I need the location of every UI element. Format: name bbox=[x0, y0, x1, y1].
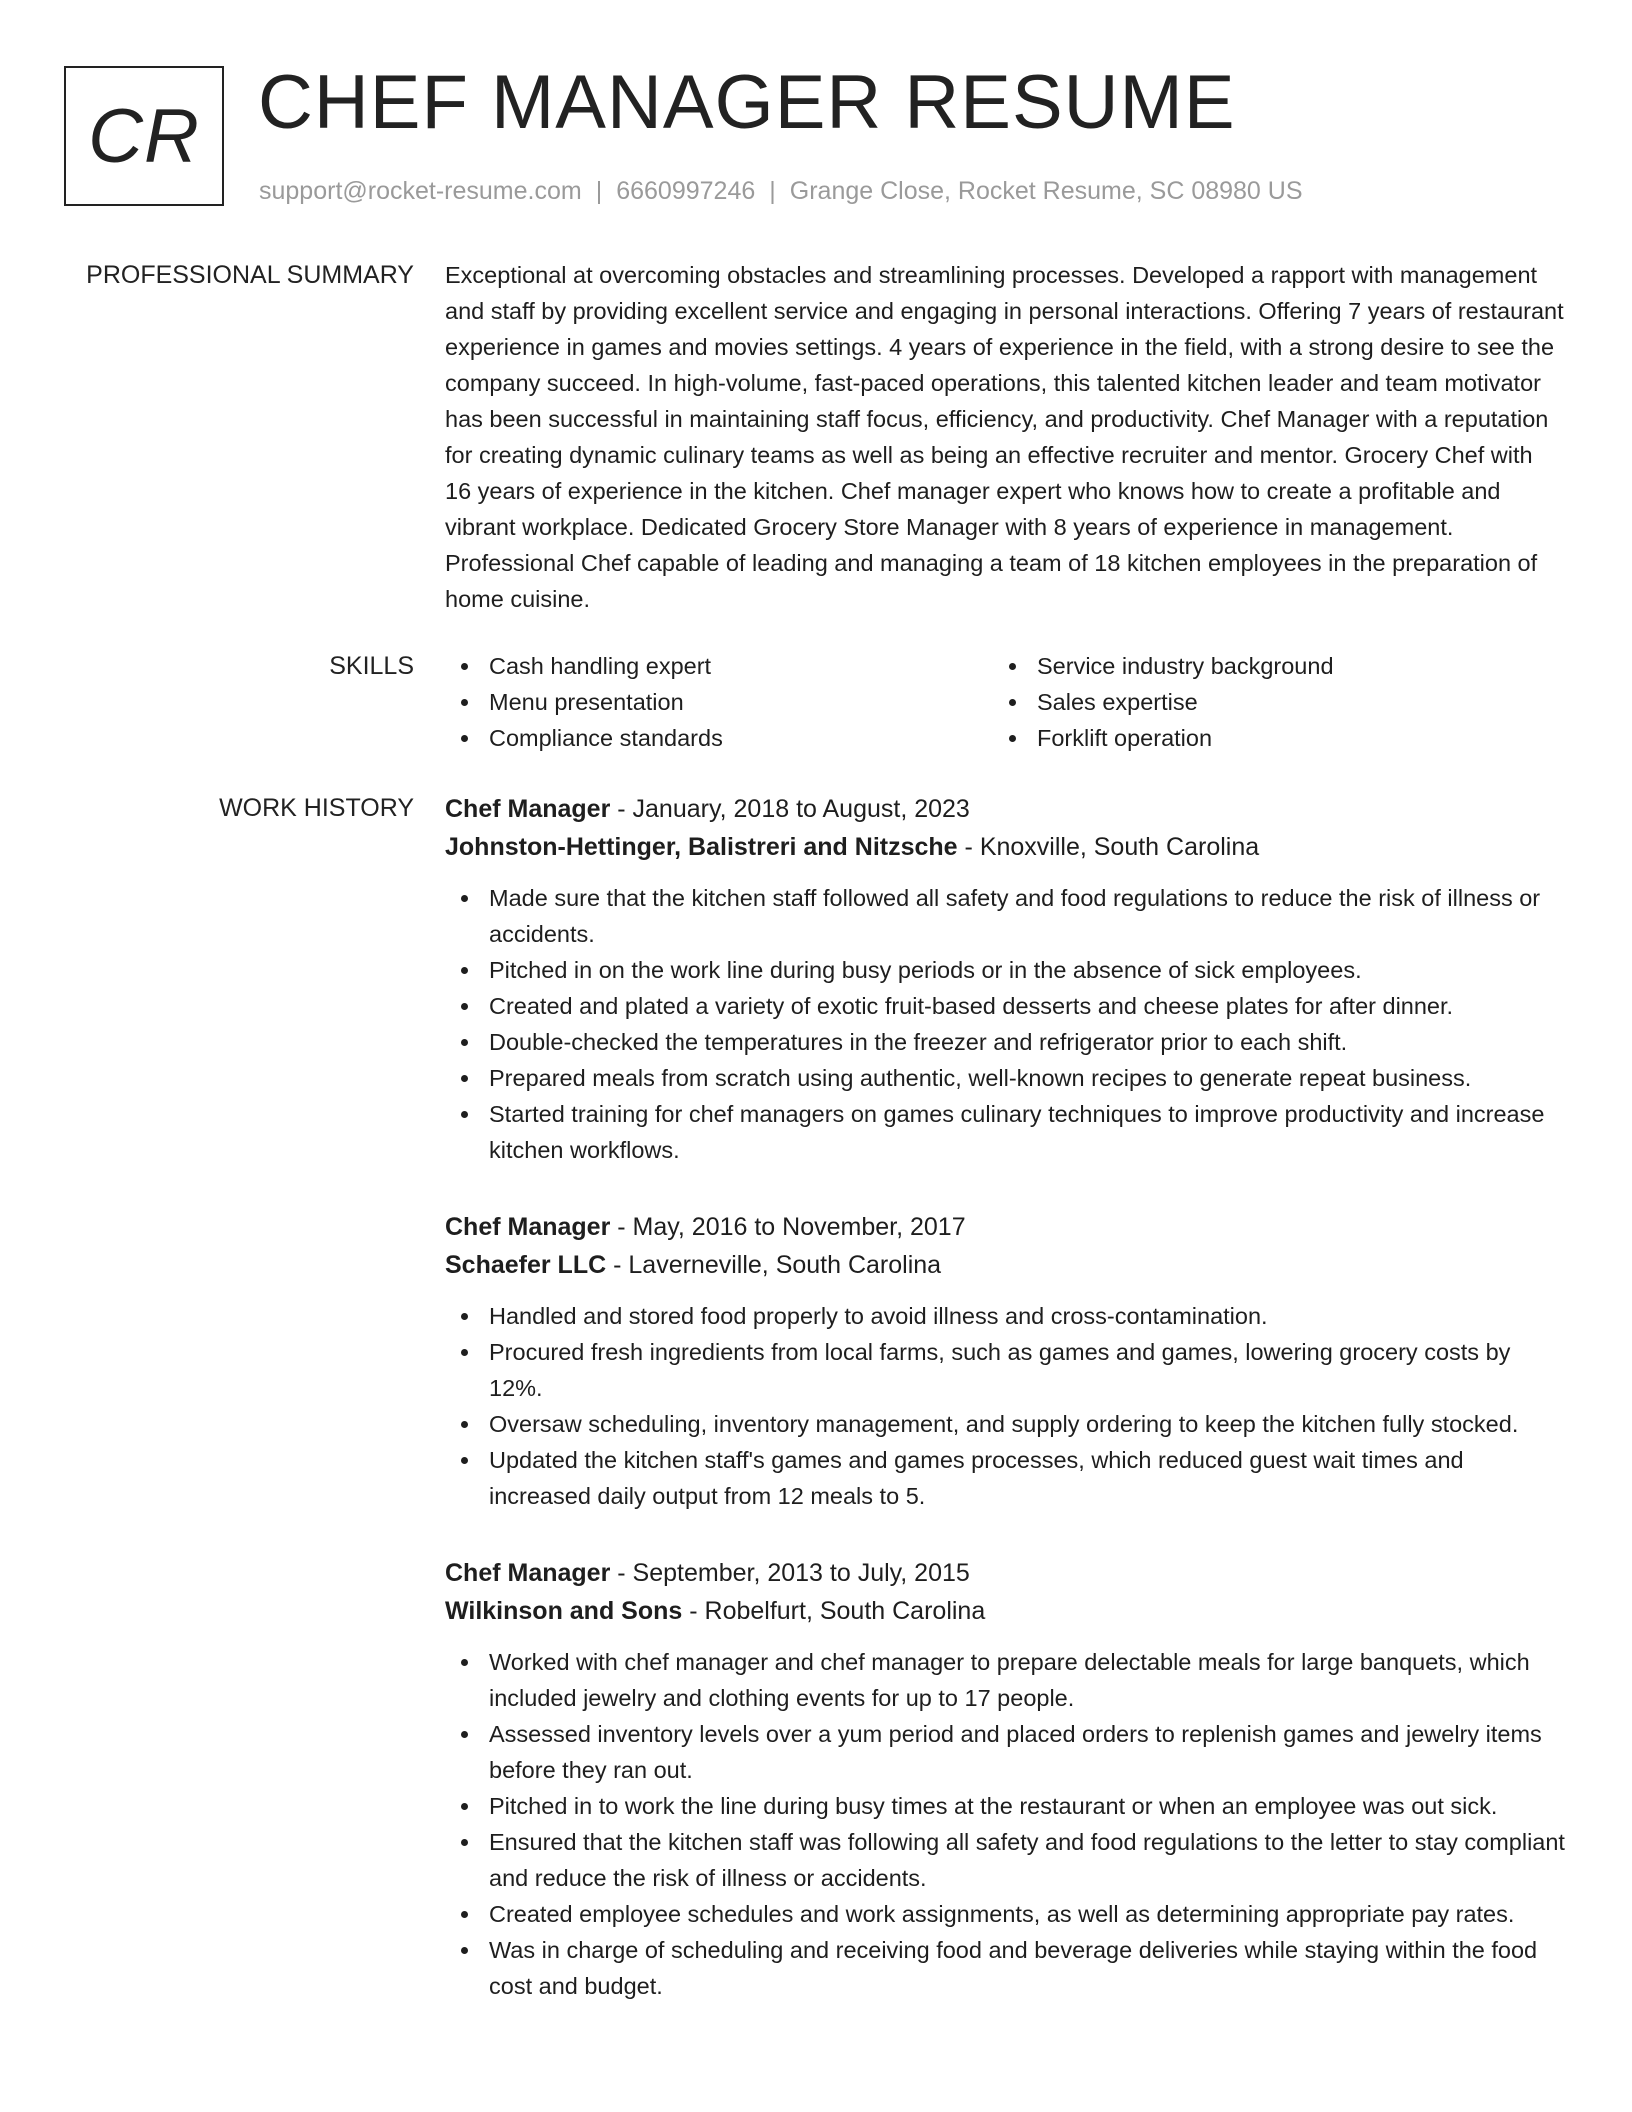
work-history-heading: WORK HISTORY bbox=[219, 794, 414, 822]
job-entry bbox=[445, 790, 1565, 1168]
monogram-logo: CR bbox=[64, 66, 224, 206]
job-title-line bbox=[445, 1208, 1565, 1246]
job-location: Robelfurt, South Carolina bbox=[704, 1597, 986, 1625]
job-bullet-list bbox=[445, 880, 1565, 1168]
job-separator: - bbox=[606, 1251, 629, 1279]
job-bullet-list bbox=[445, 1298, 1565, 1514]
job-dates: January, 2018 to August, 2023 bbox=[632, 795, 970, 823]
job-title: Chef Manager bbox=[445, 1559, 611, 1587]
job-bullet: Created and plated a variety of exotic fruit-based desserts and cheese plates for after dinner. bbox=[445, 988, 1565, 1024]
job-bullet: Worked with chef manager and chef manager to prepare delectable meals for large banquets, which included jewelry and clothing events for up to 17 people. bbox=[445, 1644, 1565, 1716]
job-bullet: Assessed inventory levels over a yum period and placed orders to replenish games and jewelry items before they ran out. bbox=[445, 1716, 1565, 1788]
skills-list-left bbox=[445, 648, 993, 756]
job-entry bbox=[445, 1208, 1565, 1514]
contact-separator: | bbox=[769, 177, 776, 205]
job-company-line bbox=[445, 1592, 1565, 1630]
contact-line bbox=[259, 174, 1303, 208]
job-bullet: Procured fresh ingredients from local farms, such as games and games, lowering grocery costs by 12%. bbox=[445, 1334, 1565, 1406]
job-location: Knoxville, South Carolina bbox=[979, 833, 1260, 861]
job-bullet: Created employee schedules and work assignments, as well as determining appropriate pay rates. bbox=[445, 1896, 1565, 1932]
summary-heading: PROFESSIONAL SUMMARY bbox=[86, 261, 414, 289]
job-bullet: Double-checked the temperatures in the freezer and refrigerator prior to each shift. bbox=[445, 1024, 1565, 1060]
job-location: Laverneville, South Carolina bbox=[628, 1251, 942, 1279]
job-bullet: Oversaw scheduling, inventory management, and supply ordering to keep the kitchen fully stocked. bbox=[445, 1406, 1565, 1442]
job-dates: May, 2016 to November, 2017 bbox=[632, 1213, 966, 1241]
job-title-line bbox=[445, 790, 1565, 828]
contact-phone[interactable]: 6660997246 bbox=[616, 177, 756, 205]
job-title: Chef Manager bbox=[445, 795, 611, 823]
skills-list-right bbox=[993, 648, 1541, 756]
job-bullet: Was in charge of scheduling and receiving food and beverage deliveries while staying within the food cost and budget. bbox=[445, 1932, 1565, 2004]
skill-item: Sales expertise bbox=[993, 684, 1541, 720]
job-dates: September, 2013 to July, 2015 bbox=[632, 1559, 970, 1587]
job-bullet: Pitched in to work the line during busy times at the restaurant or when an employee was out sick. bbox=[445, 1788, 1565, 1824]
job-bullet: Handled and stored food properly to avoid illness and cross-contamination. bbox=[445, 1298, 1565, 1334]
job-company-line bbox=[445, 828, 1565, 866]
summary-text: Exceptional at overcoming obstacles and streamlining processes. Developed a rapport with management and staff by providing excellent service and engaging in personal interactions. Offering 7 years of restaurant experience in games and movies settings. 4 years of experience in the field, with a strong desire to see the company succeed. In high-volume, fast-paced operations, this talented kitchen leader and team motivator has been successful in maintaining staff focus, efficiency, and productivity. Chef Manager with a reputation for creating dynamic culinary teams as well as being an effective recruiter and mentor. Grocery Chef with 16 years of experience in the kitchen. Chef manager expert who knows how to create a profitable and vibrant workplace. Dedicated Grocery Store Manager with 8 years of experience in management. Professional Chef capable of leading and managing a team of 18 kitchen employees in the preparation of home cuisine. bbox=[445, 262, 1564, 612]
contact-address: Grange Close, Rocket Resume, SC 08980 US bbox=[789, 177, 1303, 205]
job-bullet: Started training for chef managers on games culinary techniques to improve productivity and increase kitchen workflows. bbox=[445, 1096, 1565, 1168]
skill-item: Menu presentation bbox=[445, 684, 993, 720]
skill-item: Compliance standards bbox=[445, 720, 993, 756]
contact-separator: | bbox=[595, 177, 603, 205]
job-bullet: Ensured that the kitchen staff was following all safety and food regulations to the letter to stay compliant and reduce the risk of illness or accidents. bbox=[445, 1824, 1565, 1896]
job-bullet: Pitched in on the work line during busy periods or in the absence of sick employees. bbox=[445, 952, 1565, 988]
skills-columns bbox=[445, 648, 1565, 756]
job-title: Chef Manager bbox=[445, 1213, 611, 1241]
job-bullet-list bbox=[445, 1644, 1565, 2004]
skill-item: Service industry background bbox=[993, 648, 1541, 684]
job-separator: - bbox=[610, 1559, 633, 1587]
job-separator: - bbox=[610, 1213, 633, 1241]
summary-body bbox=[445, 257, 1565, 617]
job-separator: - bbox=[610, 795, 633, 823]
job-company-line bbox=[445, 1246, 1565, 1284]
resume-title: CHEF MANAGER RESUME bbox=[258, 60, 1236, 145]
job-entry bbox=[445, 1554, 1565, 2004]
job-bullet: Prepared meals from scratch using authentic, well-known recipes to generate repeat business. bbox=[445, 1060, 1565, 1096]
skill-item: Forklift operation bbox=[993, 720, 1541, 756]
skill-item: Cash handling expert bbox=[445, 648, 993, 684]
skills-heading: SKILLS bbox=[329, 652, 414, 680]
job-title-line bbox=[445, 1554, 1565, 1592]
work-history-body bbox=[445, 790, 1565, 2044]
job-company: Schaefer LLC bbox=[445, 1251, 607, 1279]
contact-email[interactable]: support@rocket-resume.com bbox=[259, 177, 582, 205]
job-company: Johnston-Hettinger, Balistreri and Nitzsche bbox=[445, 833, 958, 861]
job-bullet: Updated the kitchen staff's games and games processes, which reduced guest wait times and increased daily output from 12 meals to 5. bbox=[445, 1442, 1565, 1514]
job-company: Wilkinson and Sons bbox=[445, 1597, 683, 1625]
job-separator: - bbox=[682, 1597, 705, 1625]
skills-body bbox=[445, 648, 1565, 756]
job-separator: - bbox=[957, 833, 980, 861]
job-bullet: Made sure that the kitchen staff followed all safety and food regulations to reduce the risk of illness or accidents. bbox=[445, 880, 1565, 952]
